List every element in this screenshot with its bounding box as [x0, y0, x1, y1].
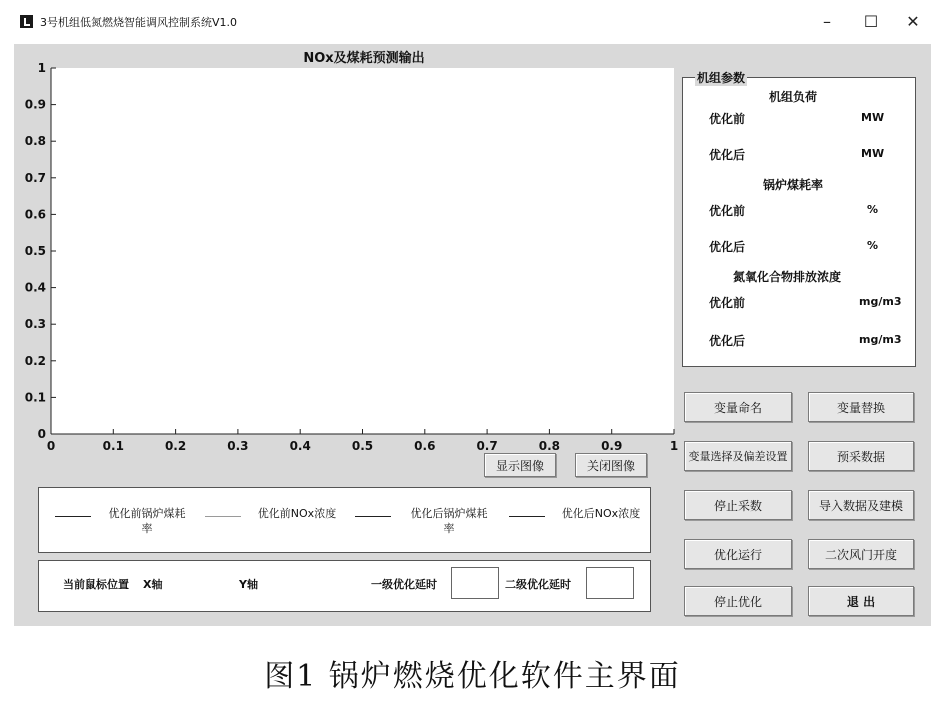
nox-after-label: 优化后 — [709, 334, 746, 348]
legend-line-nox-after — [509, 516, 545, 517]
legend-line-coal-before — [55, 516, 91, 517]
nox-before-label: 优化前 — [709, 296, 746, 310]
legend-line-coal-after — [355, 516, 391, 517]
nox-heading: 氮氧化合物排放浓度 — [733, 270, 842, 284]
pre-sample-button[interactable]: 预采数据 — [808, 441, 914, 471]
y-tick-label: 0.1 — [24, 390, 46, 405]
import-model-button[interactable]: 导入数据及建模 — [808, 490, 914, 520]
y-tick-label: 1 — [37, 61, 46, 75]
minimize-icon[interactable]: – — [823, 12, 831, 31]
figure-caption: 图1 锅炉燃烧优化软件主界面 — [264, 659, 681, 694]
load-after-unit: MW — [861, 147, 885, 160]
stop-sampling-button[interactable]: 停止采数 — [684, 490, 792, 520]
x-axis-label: X轴 — [143, 578, 163, 591]
rename-variable-button[interactable]: 变量命名 — [684, 392, 792, 422]
x-tick-label: 0.5 — [351, 439, 374, 453]
coal-before-label: 优化前 — [709, 204, 746, 218]
legend-label-coal-before: 优化前锅炉煤耗 率 — [108, 507, 186, 535]
y-axis-label: Y轴 — [239, 578, 258, 591]
delay2-input[interactable] — [586, 567, 634, 599]
x-tick-label: 0.4 — [289, 439, 311, 453]
coal-heading: 锅炉煤耗率 — [763, 178, 824, 192]
x-tick-label: 0.1 — [102, 439, 124, 453]
close-icon[interactable]: ✕ — [906, 12, 920, 31]
show-image-button[interactable]: 显示图像 — [484, 453, 556, 477]
x-tick-label: 0.6 — [414, 439, 436, 453]
y-tick-label: 0.7 — [24, 170, 46, 185]
x-tick-label: 0.3 — [227, 439, 249, 453]
legend-label-nox-before: 优化前NOx浓度 — [257, 507, 337, 520]
x-tick-label: 0 — [46, 439, 56, 453]
legend-label-nox-after: 优化后NOx浓度 — [561, 507, 641, 520]
secondary-air-button[interactable]: 二次风门开度 — [808, 539, 914, 569]
x-tick-label: 0.2 — [164, 439, 187, 453]
legend-line-nox-before — [205, 516, 241, 517]
status-panel — [38, 560, 651, 612]
coal-before-unit: % — [867, 203, 879, 216]
maximize-icon[interactable]: ☐ — [863, 12, 879, 31]
x-tick-label: 0.7 — [476, 439, 498, 453]
delay2-label: 二级优化延时 — [505, 578, 571, 591]
y-tick-label: 0.5 — [24, 244, 46, 258]
nox-before-unit: mg/m3 — [859, 295, 902, 308]
load-heading: 机组负荷 — [769, 90, 818, 104]
app-logo-icon — [20, 15, 33, 28]
y-tick-label: 0.4 — [24, 280, 46, 295]
title-bar — [0, 0, 945, 44]
params-panel-title: 机组参数 — [697, 71, 746, 85]
mouse-position-label: 当前鼠标位置 — [63, 578, 129, 591]
x-tick-label: 0.9 — [601, 439, 623, 453]
select-bias-button[interactable]: 变量选择及偏差设置 — [684, 441, 792, 471]
coal-after-unit: % — [867, 239, 879, 252]
unit-params-panel — [682, 71, 916, 367]
load-before-unit: MW — [861, 111, 885, 124]
plot-area — [51, 68, 674, 434]
x-tick-label: 1 — [669, 439, 679, 453]
load-after-label: 优化后 — [709, 148, 746, 162]
run-optimization-button[interactable]: 优化运行 — [684, 539, 792, 569]
replace-variable-button[interactable]: 变量替换 — [808, 392, 914, 422]
window-title: 3号机组低氮燃烧智能调风控制系统V1.0 — [40, 16, 238, 29]
stop-optimization-button[interactable]: 停止优化 — [684, 586, 792, 616]
exit-button[interactable]: 退 出 — [808, 586, 914, 616]
delay1-input[interactable] — [451, 567, 499, 599]
plot-title: NOx及煤耗预测输出 — [303, 51, 425, 66]
load-before-label: 优化前 — [709, 112, 746, 126]
y-tick-label: 0 — [37, 427, 46, 441]
delay1-label: 一级优化延时 — [371, 578, 437, 591]
nox-after-unit: mg/m3 — [859, 333, 902, 346]
legend-label-coal-after: 优化后锅炉煤耗 率 — [410, 507, 488, 535]
legend — [38, 487, 651, 553]
y-tick-label: 0.8 — [24, 134, 46, 149]
y-tick-label: 0.2 — [24, 353, 46, 368]
y-tick-label: 0.9 — [24, 97, 46, 112]
close-image-button[interactable]: 关闭图像 — [575, 453, 647, 477]
x-tick-label: 0.8 — [538, 439, 561, 453]
y-tick-label: 0.6 — [24, 207, 46, 222]
y-tick-label: 0.3 — [24, 317, 46, 332]
coal-after-label: 优化后 — [709, 240, 746, 254]
client-area — [14, 44, 931, 626]
